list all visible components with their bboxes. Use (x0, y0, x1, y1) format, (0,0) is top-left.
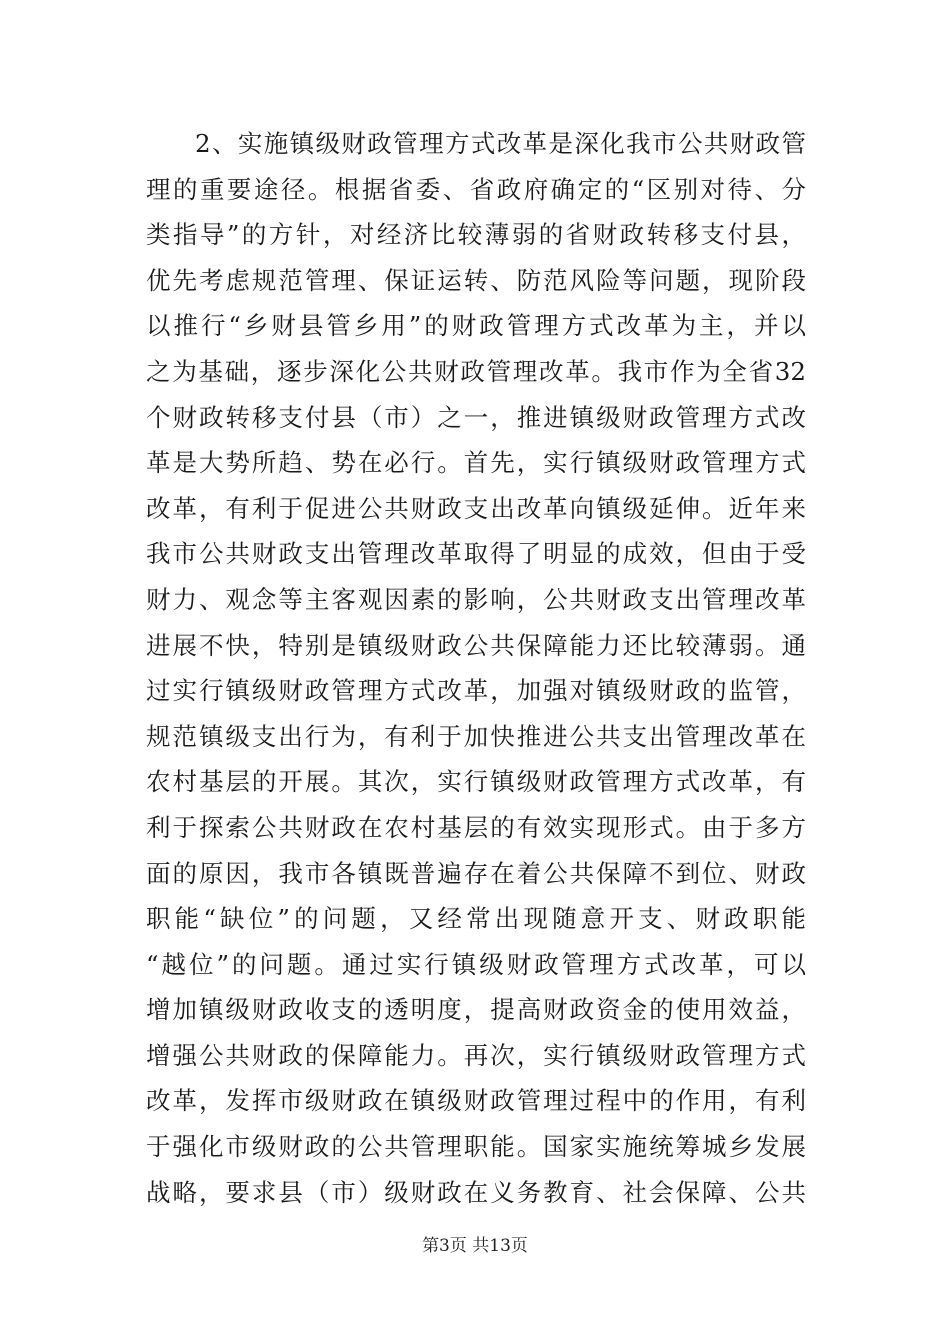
text-line-2: 理的重要途径。根据省委、省政府确定的“区别对待、分 (146, 174, 806, 204)
text-line-20: 增加镇级财政收支的透明度，提高财政资金的使用效益， (146, 995, 806, 1025)
text-line-16: 利于探索公共财政在农村基层的有效实现形式。由于多方 (146, 812, 806, 842)
text-line-23: 于强化市级财政的公共管理职能。国家实施统筹城乡发展 (146, 1132, 806, 1162)
text-line-19: “越位”的问题。通过实行镇级财政管理方式改革，可以 (146, 949, 806, 979)
text-line-10: 我市公共财政支出管理改革取得了明显的成效，但由于受 (146, 539, 806, 569)
text-line-8: 革是大势所趋、势在必行。首先，实行镇级财政管理方式 (146, 448, 806, 478)
text-line-9: 改革，有利于促进公共财政支出改革向镇级延伸。近年来 (146, 493, 806, 523)
body-paragraph (146, 121, 806, 1215)
text-line-14: 规范镇级支出行为，有利于加快推进公共支出管理改革在 (146, 721, 806, 751)
page-number-footer: 第3页 共13页 (422, 1236, 528, 1256)
text-line-7: 个财政转移支付县（市）之一，推进镇级财政管理方式改 (146, 402, 806, 432)
text-line-3: 类指导”的方针，对经济比较薄弱的省财政转移支付县， (146, 220, 806, 250)
text-line-22: 改革，发挥市级财政在镇级财政管理过程中的作用，有利 (146, 1086, 806, 1116)
text-line-17: 面的原因，我市各镇既普遍存在着公共保障不到位、财政 (146, 858, 806, 888)
text-line-21: 增强公共财政的保障能力。再次，实行镇级财政管理方式 (146, 1040, 806, 1070)
text-line-15: 农村基层的开展。其次，实行镇级财政管理方式改革，有 (146, 767, 806, 797)
text-line-1: 2、实施镇级财政管理方式改革是深化我市公共财政管 (195, 129, 806, 158)
text-line-5: 以推行“乡财县管乡用”的财政管理方式改革为主，并以 (146, 311, 806, 341)
text-line-6: 之为基础，逐步深化公共财政管理改革。我市作为全省32 (146, 356, 806, 386)
text-line-18: 职能“缺位”的问题，又经常出现随意开支、财政职能 (146, 904, 806, 934)
text-line-13: 过实行镇级财政管理方式改革，加强对镇级财政的监管， (146, 676, 806, 706)
text-line-24: 战略，要求县（市）级财政在义务教育、社会保障、公共 (146, 1177, 806, 1207)
text-line-4: 优先考虑规范管理、保证运转、防范风险等问题，现阶段 (146, 265, 806, 295)
text-line-11: 财力、观念等主客观因素的影响，公共财政支出管理改革 (146, 584, 806, 614)
text-line-12: 进展不快，特别是镇级财政公共保障能力还比较薄弱。通 (146, 630, 806, 660)
